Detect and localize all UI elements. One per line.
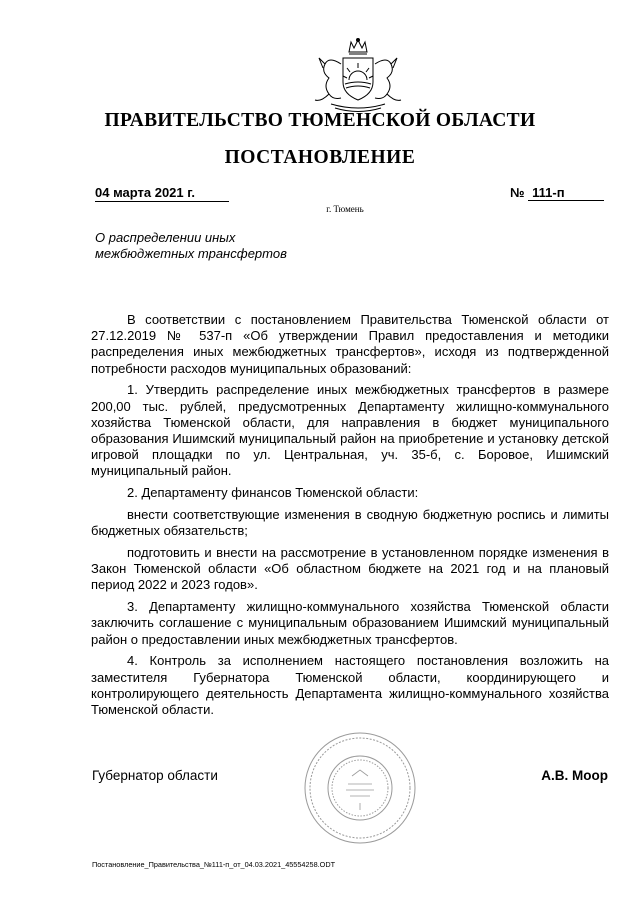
paragraph-item-2: 2. Департаменту финансов Тюменской области:	[127, 485, 419, 501]
paragraph-item-2b: подготовить и внести на рассмотрение в установленном порядке изменения в Закон Тюменской области «Об областном бюджете на 2021 год и на плановый период 2022 и 2023 годов».	[91, 545, 609, 593]
paragraph-item-4: 4. Контроль за исполнением настоящего постановления возложить на заместителя Губернатора Тюменской области, координирующего и контролирующего деятельность Департамента жилищно-коммунального хозяйства Тюменской области.	[91, 653, 609, 718]
city: г. Тюмень	[326, 204, 364, 214]
government-title: ПРАВИТЕЛЬСТВО ТЮМЕНСКОЙ ОБЛАСТИ	[104, 110, 536, 131]
number-value: 111-п	[528, 185, 604, 201]
document-type: ПОСТАНОВЛЕНИЕ	[224, 147, 416, 168]
subject-line: О распределении иных	[95, 230, 236, 245]
footer-filename: Постановление_Правительства_№111-п_от_04.03.2021_45554258.ODT	[92, 860, 336, 869]
paragraph-item-3: 3. Департаменту жилищно-коммунального хозяйства Тюменской области заключить соглашение с муниципальным образованием Ишимский муниципальный район о предоставлении иных межбюджетных трансфертов.	[91, 599, 609, 647]
paragraph-preamble: В соответствии с постановлением Правительства Тюменской области от 27.12.2019 № 537-п «Об утверждении Правил предоставления и методики распределения иных межбюджетных трансфертов», исходя из подтвержденной потребности расходов муниципальных образований:	[91, 312, 609, 376]
document-number	[510, 185, 604, 201]
official-seal-icon	[302, 730, 418, 846]
document-subject	[95, 230, 355, 262]
number-sign: №	[510, 185, 525, 200]
document-date: 04 марта 2021 г.	[95, 185, 229, 202]
signatory-position: Губернатор области	[92, 768, 218, 783]
signatory-name: А.В. Моор	[541, 768, 608, 783]
subject-line: межбюджетных трансфертов	[95, 246, 287, 261]
coat-of-arms-icon	[305, 38, 411, 114]
paragraph-item-2a: внести соответствующие изменения в сводную бюджетную роспись и лимиты бюджетных обязательств;	[91, 507, 609, 539]
document-body	[91, 312, 609, 724]
paragraph-item-1: 1. Утвердить распределение иных межбюджетных трансфертов в размере 200,00 тыс. рублей, предусмотренных Департаменту жилищно-коммунального хозяйства Тюменской области, для направления в бюджет муниципального образования Ишимский муниципальный район на приобретение и установку детской игровой площадки по ул. Центральная, уч. 35-б, с. Боровое, Ишимский муниципальный район.	[91, 382, 609, 479]
